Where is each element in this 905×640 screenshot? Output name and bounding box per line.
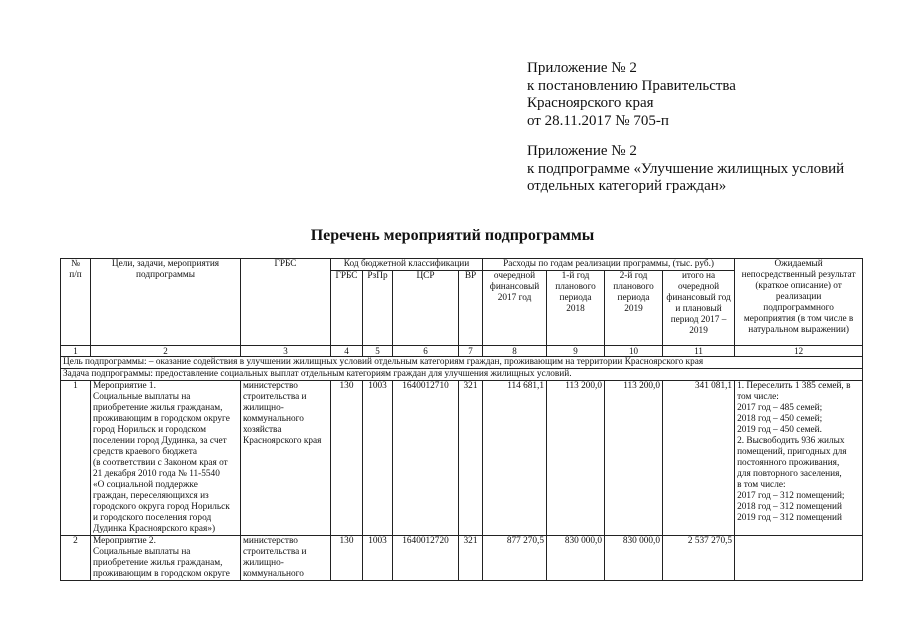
col-header-code-grbs: ГРБС <box>331 271 363 346</box>
column-number: 7 <box>459 346 483 357</box>
column-number: 9 <box>547 346 605 357</box>
row-grbs-name: министерство строительства и жилищно- коммунального хозяйства Красноярского края <box>241 381 331 536</box>
col-header-expenses: Расходы по годам реализации программы, (тыс. руб.) <box>483 259 735 271</box>
row-description: Мероприятие 2. Социальные выплаты на приобретение жилья гражданам, проживающим в городском округе <box>91 536 241 581</box>
header-row <box>61 259 863 271</box>
column-number: 12 <box>735 346 863 357</box>
row-rzpr: 1003 <box>363 381 393 536</box>
col-header-budget-code: Код бюджетной классификации <box>331 259 483 271</box>
row-total: 341 081,1 <box>663 381 735 536</box>
column-numbers-row <box>61 346 863 357</box>
annex-line: Приложение № 2 <box>527 143 637 159</box>
row-total: 2 537 270,5 <box>663 536 735 581</box>
goal-row <box>61 357 863 369</box>
column-number: 8 <box>483 346 547 357</box>
row-2017: 877 270,5 <box>483 536 547 581</box>
row-description: Мероприятие 1. Социальные выплаты на приобретение жилья гражданам, проживающим в городском округе город Норильск и городском поселении город Дудинка, за счет средств краевого бюджета (в соответствии с Законом края от 21 декабря 2010 года № 11-5540 «О социальной поддержке граждан, переселяющихся из городского округа город Норильск и городского поселения город Дудинка Красноярского края») <box>91 381 241 536</box>
row-2017: 114 681,1 <box>483 381 547 536</box>
annex-line: от 28.11.2017 № 705-п <box>527 112 669 129</box>
column-number: 3 <box>241 346 331 357</box>
column-number: 4 <box>331 346 363 357</box>
row-2018: 113 200,0 <box>547 381 605 536</box>
col-header-vr: ВР <box>459 271 483 346</box>
task-text: Задача подпрограммы: предоставление социальных выплат отдельным категориям граждан для улучшения жилищных условий. <box>61 369 863 381</box>
task-row <box>61 369 863 381</box>
row-rzpr: 1003 <box>363 536 393 581</box>
column-number: 11 <box>663 346 735 357</box>
row-2019: 113 200,0 <box>605 381 663 536</box>
column-number: 5 <box>363 346 393 357</box>
row-grbs-code: 130 <box>331 536 363 581</box>
row-vr: 321 <box>459 536 483 581</box>
table-row <box>61 381 863 536</box>
annex-line: Приложение № 2 <box>527 60 637 76</box>
col-header-2018: 1-й год планового периода 2018 <box>547 271 605 346</box>
goal-text: Цель подпрограммы: – оказание содействия в улучшении жилищных условий отдельным категориям граждан, проживающим на территории Красноярского края <box>61 357 863 369</box>
column-number: 1 <box>61 346 91 357</box>
col-header-2019: 2-й год планового периода 2019 <box>605 271 663 346</box>
annex-line: отдельных категорий граждан» <box>527 178 727 194</box>
row-vr: 321 <box>459 381 483 536</box>
row-num: 2 <box>61 536 91 581</box>
column-number: 10 <box>605 346 663 357</box>
row-result <box>735 536 863 581</box>
annex-header-resolution <box>527 60 736 130</box>
document-title: Перечень мероприятий подпрограммы <box>310 227 595 244</box>
row-result: 1. Переселить 1 385 семей, в том числе: 2017 год – 485 семей; 2018 год – 450 семей; 2019 год – 450 семей. 2. Высвободить 936 жилых помещений, пригодных для постоянного проживания, для повторного заселения, в том числе: 2017 год – 312 помещений; 2018 год – 312 помещений 2019 год – 312 помещений <box>735 381 863 536</box>
col-header-total: итого на очередной финансовый год и плановый период 2017 – 2019 <box>663 271 735 346</box>
row-2018: 830 000,0 <box>547 536 605 581</box>
col-header-csr: ЦСР <box>393 271 459 346</box>
activities-table <box>60 258 863 581</box>
column-number: 2 <box>91 346 241 357</box>
col-header-2017: очередной финансовый 2017 год <box>483 271 547 346</box>
row-2019: 830 000,0 <box>605 536 663 581</box>
row-num: 1 <box>61 381 91 536</box>
column-number: 6 <box>393 346 459 357</box>
row-grbs-code: 130 <box>331 381 363 536</box>
annex-line: к подпрограмме «Улучшение жилищных условий <box>527 160 845 177</box>
col-header-num: № п/п <box>61 259 91 346</box>
col-header-grbs: ГРБС <box>241 259 331 346</box>
annex-line: к постановлению Правительства <box>527 77 736 94</box>
row-grbs-name: министерство строительства и жилищно- коммунального <box>241 536 331 581</box>
annex-header-subprogram <box>527 143 844 196</box>
col-header-goals: Цели, задачи, мероприятия подпрограммы <box>91 259 241 346</box>
table-row <box>61 536 863 581</box>
annex-line: Красноярского края <box>527 95 654 111</box>
row-csr: 1640012710 <box>393 381 459 536</box>
col-header-result: Ожидаемый непосредственный результат (краткое описание) от реализации подпрограммного мероприятия (в том числе в натуральном выражении) <box>735 259 863 346</box>
col-header-rzpr: РзПр <box>363 271 393 346</box>
row-csr: 1640012720 <box>393 536 459 581</box>
